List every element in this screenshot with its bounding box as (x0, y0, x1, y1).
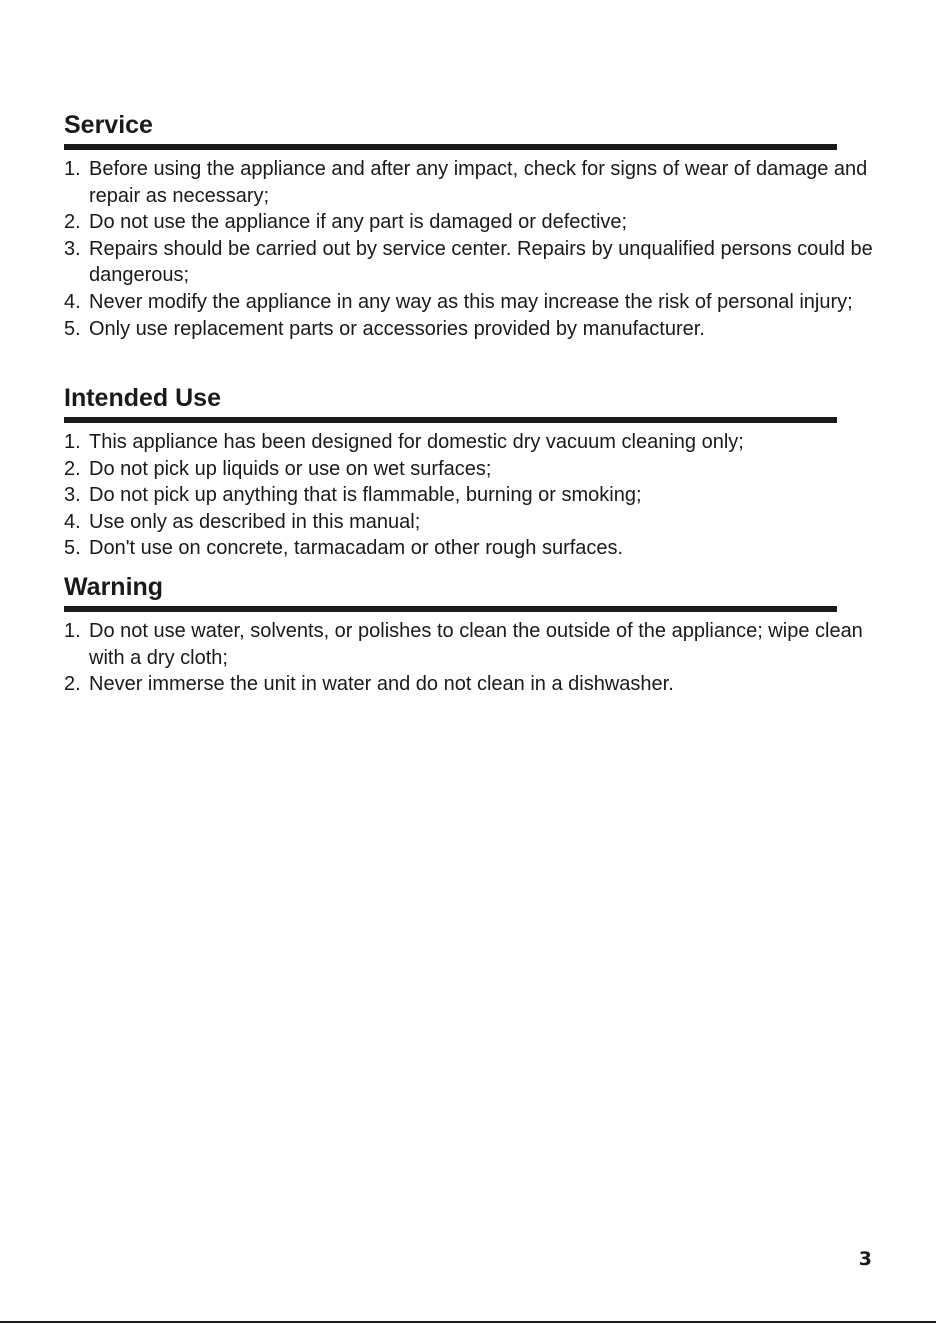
warning-section (64, 572, 876, 698)
list-item (64, 618, 876, 671)
page-number: 3 (858, 1248, 872, 1270)
item-number: 5. (64, 317, 81, 340)
section-heading: Warning (64, 573, 164, 601)
item-number: 5. (64, 537, 81, 560)
service-list (64, 156, 876, 342)
item-number: 2. (64, 457, 81, 480)
item-text: Do not pick up anything that is flammable, burning or smoking; (89, 484, 642, 507)
item-text: Use only as described in this manual; (89, 510, 421, 533)
item-number: 3. (64, 237, 81, 260)
list-item (64, 482, 876, 509)
item-text: Do not pick up liquids or use on wet surfaces; (89, 457, 492, 480)
item-text: Only use replacement parts or accessories provided by manufacturer. (89, 317, 705, 340)
service-section (64, 110, 876, 342)
item-number: 4. (64, 290, 81, 313)
intended-use-section (64, 383, 876, 562)
list-item (64, 456, 876, 483)
section-heading: Service (64, 111, 153, 139)
list-item (64, 209, 876, 236)
warning-list (64, 618, 876, 698)
list-item (64, 671, 876, 698)
list-item (64, 535, 876, 562)
intended-use-list (64, 429, 876, 562)
item-number: 2. (64, 673, 81, 696)
item-text: Never immerse the unit in water and do not clean in a dishwasher. (89, 673, 674, 696)
item-text: Do not use water, solvents, or polishes to clean the outside of the appliance; wipe clean with a dry cloth; (89, 620, 863, 669)
list-item (64, 289, 876, 316)
item-number: 3. (64, 484, 81, 507)
item-text: Don't use on concrete, tarmacadam or other rough surfaces. (89, 537, 624, 560)
page-bottom-border (0, 1321, 936, 1323)
list-item (64, 509, 876, 536)
item-text: Before using the appliance and after any impact, check for signs of wear of damage and repair as necessary; (89, 158, 868, 207)
item-text: Never modify the appliance in any way as this may increase the risk of personal injury; (89, 290, 853, 313)
item-text: This appliance has been designed for domestic dry vacuum cleaning only; (89, 431, 744, 453)
list-item (64, 156, 876, 209)
item-number: 1. (64, 431, 81, 453)
section-heading: Intended Use (64, 384, 221, 412)
item-text: Repairs should be carried out by service center. Repairs by unqualified persons could be dangerous; (89, 237, 873, 287)
item-number: 1. (64, 158, 81, 180)
list-item (64, 429, 876, 456)
list-item (64, 316, 876, 343)
item-text: Do not use the appliance if any part is damaged or defective; (89, 211, 628, 234)
item-number: 4. (64, 510, 81, 533)
section-divider (64, 417, 837, 423)
item-number: 2. (64, 211, 81, 234)
list-item (64, 236, 876, 289)
section-divider (64, 606, 837, 612)
item-number: 1. (64, 620, 81, 642)
section-divider (64, 144, 837, 150)
